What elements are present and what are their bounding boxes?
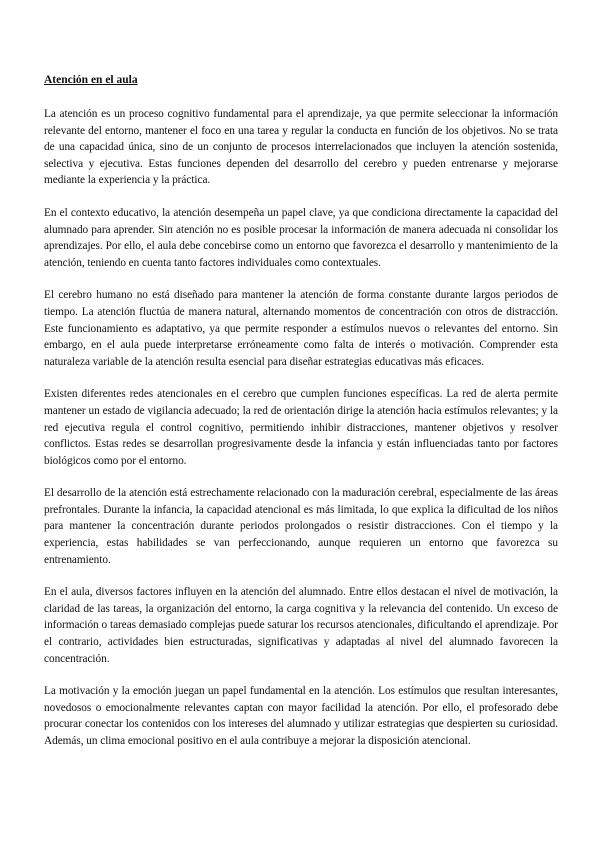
- paragraph-3: El cerebro humano no está diseñado para mantener la atención de forma constante durante largos periodos de tiempo. La atención fluctúa de manera natural, alternando momentos de concentración con otros de distracción. Este funcionamiento es adaptativo, ya que permite responder a estímulos nuevos o relevantes del entorno. Sin embargo, en el aula puede interpretarse erróneamente como falta de interés o motivación. Comprender esta naturaleza variable de la atención resulta esencial para diseñar estrategias educativas más eficaces.: [44, 289, 558, 368]
- paragraph-2: En el contexto educativo, la atención desempeña un papel clave, ya que condiciona directamente la capacidad del alumnado para aprender. Sin atención no es posible procesar la información de manera adecuada ni consolidar los aprendizajes. Por ello, el aula debe concebirse como un entorno que favorezca el desarrollo y mantenimiento de la atención, teniendo en cuenta tanto factores individuales como contextuales.: [44, 206, 558, 269]
- paragraph-6: En el aula, diversos factores influyen en la atención del alumnado. Entre ellos destacan el nivel de motivación, la claridad de las tareas, la organización del entorno, la carga cognitiva y la relevancia del contenido. Un exceso de información o tareas demasiado complejas puede saturar los recursos atencionales, dificultando el aprendizaje. Por el contrario, actividades bien estructuradas, significativas y adaptadas al nivel del alumnado favorecen la concentración.: [44, 586, 558, 665]
- document-body: [44, 72, 558, 766]
- paragraph-4: Existen diferentes redes atencionales en el cerebro que cumplen funciones específicas. La red de alerta permite mantener un estado de vigilancia adecuado; la red de orientación dirige la atención hacia estímulos relevantes; y la red ejecutiva regula el control cognitivo, permitiendo inhibir distracciones, mantener objetivos y resolver conflictos. Estas redes se desarrollan progresivamente desde la infancia y están influenciadas tanto por factores biológicos como por el entorno.: [44, 388, 558, 467]
- paragraph-7: La motivación y la emoción juegan un papel fundamental en la atención. Los estímulos que resultan interesantes, novedosos o emocionalmente relevantes captan con mayor facilidad la atención. Por ello, el profesorado debe procurar conectar los contenidos con los intereses del alumnado y utilizar estrategias que despierten su curiosidad. Además, un clima emocional positivo en el aula contribuye a mejorar la disposición atencional.: [44, 685, 558, 747]
- paragraph-1: La atención es un proceso cognitivo fundamental para el aprendizaje, ya que permite seleccionar la información relevante del entorno, mantener el foco en una tarea y regular la conducta en función de los objetivos. No se trata de una capacidad única, sino de un conjunto de procesos interrelacionados que incluyen la atención sostenida, selectiva y ejecutiva. Estas funciones dependen del desarrollo del cerebro y pueden entrenarse y mejorarse mediante la experiencia y la práctica.: [44, 108, 558, 187]
- document-title: Atención en el aula: [44, 74, 138, 86]
- paragraph-5: El desarrollo de la atención está estrechamente relacionado con la maduración cerebral, especialmente de las áreas prefrontales. Durante la infancia, la capacidad atencional es más limitada, lo que explica la dificultad de los niños para mantener la concentración durante periodos prolongados o resistir distracciones. Con el tiempo y la experiencia, estas habilidades se van perfeccionando, aunque requieren un entorno que favorezca su entrenamiento.: [44, 487, 558, 566]
